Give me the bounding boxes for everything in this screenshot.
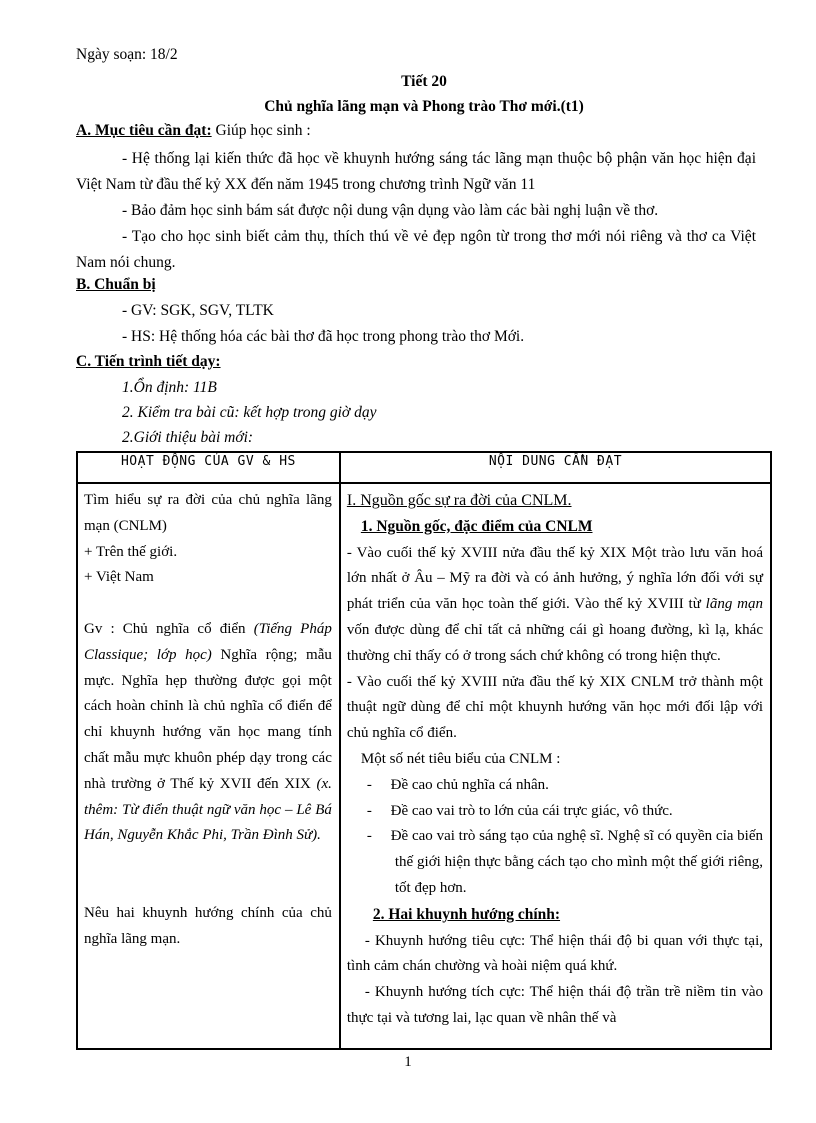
date-line: Ngày soạn: 18/2 — [76, 46, 178, 63]
activity-teacher-note: Gv : Chủ nghĩa cổ điển (Tiếng Pháp Classique; lớp học) Nghĩa rộng; mẫu mực. Nghĩa hẹp thường được gọi một cách hoàn chỉnh là chủ nghĩa cổ điển để chỉ khuynh hướng văn học mang tính chất mẫu mực khuôn phép dạy trong các nhà trường ở Thế kỷ XVII đến XIX (x. thêm: Từ điển thuật ngữ văn học – Lê Bá Hán, Nguyễn Khắc Phi, Trần Đình Sử). — [84, 620, 332, 844]
list-item: - Đề cao vai trò to lớn của cái trực giác, vô thức. — [366, 802, 673, 819]
content-paragraph: - Khuynh hướng tiêu cực: Thể hiện thái độ bi quan với thực tại, tình cảm chán chường và hoài niệm quá khứ. — [346, 932, 763, 975]
list-item: - Đề cao vai trò sáng tạo của nghệ sĩ. Nghệ sĩ có quyền cỉa biến thế giới hiện thực bằng cách tạo cho mình một thế giới riêng, tốt đẹp hơn. — [366, 828, 763, 896]
section-a-heading: A. Mục tiêu cần đạt: — [76, 122, 212, 139]
content-paragraph: Một số nét tiêu biểu của CNLM : — [360, 750, 561, 767]
section-b-heading: B. Chuẩn bị — [76, 276, 156, 293]
content-paragraph: - Khuynh hướng tích cực: Thể hiện thái độ trần trề niềm tin vào thực tại và tương lai, lạc quan về nhân thế và — [346, 984, 763, 1026]
content-paragraph: - Vào cuối thế kỷ XVIII nửa đầu thế kỷ XIX Một trào lưu văn hoá lớn nhất ở Âu – Mỹ ra đời và có ảnh hưởng, ý nghĩa lớn đối với sự phát triển của văn học toàn thế giới. Vào thế kỷ XVIII từ lãng mạn vốn được dùng để chỉ tất cả những cái gì hoang đường, kì lạ, khác thường chỉ thấy có ở trong sách chứ không có trong hiện thực. — [346, 544, 763, 664]
page-number: 1 — [404, 1054, 412, 1070]
content-heading-1: I. Nguồn gốc sự ra đời của CNLM. — [346, 492, 572, 509]
lesson-table — [76, 451, 772, 1050]
col-activities-header: HOẠT ĐỘNG CỦA GV & HS — [77, 452, 340, 483]
section-c-heading: C. Tiến trình tiết dạy: — [76, 353, 221, 370]
activity-text: + Việt Nam — [84, 569, 154, 586]
objective-item-2: - Bảo đảm học sinh bám sát được nội dung vận dụng vào làm các bài nghị luận về thơ. — [122, 202, 659, 219]
activity-text: Nêu hai khuynh hướng chính của chủ nghĩa lãng mạn. — [84, 904, 332, 947]
content-heading-3: 2. Hai khuynh hướng chính: — [372, 905, 561, 923]
objective-item-3: - Tạo cho học sinh biết cảm thụ, thích thú về vẻ đẹp ngôn từ trong thơ mới nói riêng và thơ ca Việt Nam nói chung. — [76, 228, 756, 271]
col-content-header: NỘI DUNG CẦN ĐẠT — [340, 452, 771, 483]
section-a-intro: Giúp học sinh : — [211, 122, 311, 139]
objective-item-1: - Hệ thống lại kiến thức đã học về khuynh hướng sáng tác lãng mạn thuộc bộ phận văn học hiện đại Việt Nam từ đầu thế kỷ XX đến năm 1945 trong chương trình Ngữ văn 11 — [76, 150, 756, 193]
step-item-3: 2.Giới thiệu bài mới: — [122, 429, 254, 446]
table-header-row — [77, 452, 771, 483]
step-item-2: 2. Kiểm tra bài cũ: kết hợp trong giờ dạy — [122, 404, 377, 421]
table-row — [77, 483, 771, 1049]
content-cell — [340, 483, 771, 1049]
prep-item-1: - GV: SGK, SGV, TLTK — [122, 302, 274, 319]
step-item-1: 1.Ổn định: 11B — [122, 379, 217, 396]
content-paragraph: - Vào cuối thế kỷ XVIII nửa đầu thế kỷ XIX CNLM trở thành một thuật ngữ dùng để chỉ một khuynh hướng văn học mới đối lập với chủ nghĩa cổ điển. — [346, 673, 763, 742]
lesson-number: Tiết 20 — [401, 73, 447, 90]
section-a — [76, 122, 311, 140]
content-heading-2: 1. Nguồn gốc, đặc điểm của CNLM — [360, 517, 593, 535]
activity-text: Tìm hiểu sự ra đời của chủ nghĩa lãng mạn (CNLM) — [84, 492, 332, 534]
activities-cell — [77, 483, 340, 1049]
activity-text: + Trên thế giới. — [84, 543, 178, 560]
prep-item-2: - HS: Hệ thống hóa các bài thơ đã học trong phong trào thơ Mới. — [122, 328, 525, 345]
list-item: - Đề cao chủ nghĩa cá nhân. — [366, 776, 549, 793]
lesson-title: Chủ nghĩa lãng mạn và Phong trào Thơ mới.(t1) — [264, 98, 584, 115]
